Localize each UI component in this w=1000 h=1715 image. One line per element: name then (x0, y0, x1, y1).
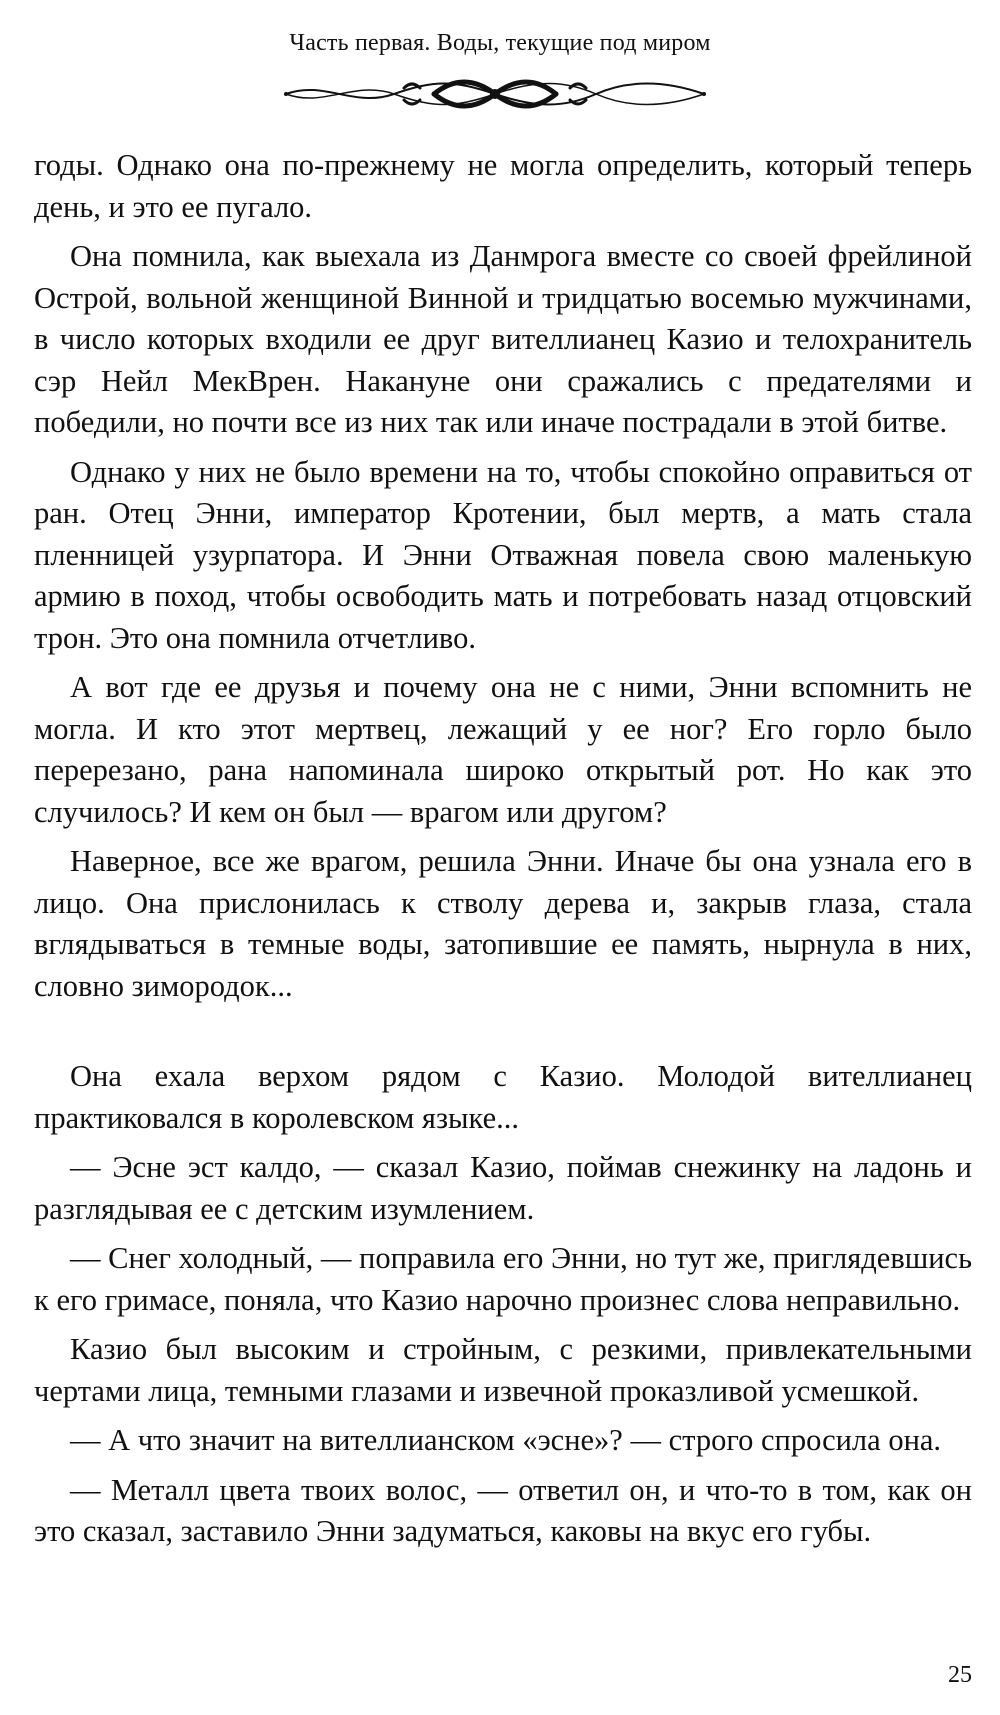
paragraph: Казио был высоким и стройным, с резкими, привлекательными чертами лица, темными глазами и извечной проказливой усмешкой. (34, 1332, 972, 1408)
paragraph: Однако у них не было времени на то, чтобы спокойно оправиться от ран. Отец Энни, император Кротении, был мертв, а мать стала пленницей узурпатора. И Энни Отважная повела свою маленькую армию в поход, чтобы освободить мать и потребовать назад отцовский трон. Это она помнила отчетливо. (34, 454, 972, 655)
vine-ornament-icon (284, 74, 706, 114)
paragraph: — Металл цвета твоих волос, — ответил он, и что-то в том, как он это сказал, заставило Энни задуматься, каковы на вкус его губы. (34, 1472, 972, 1548)
paragraph: Она ехала верхом рядом с Казио. Молодой вителлианец практиковался в королевском языке... (34, 1059, 972, 1135)
paragraph: — Эсне эст калдо, — сказал Казио, поймав снежинку на ладонь и разглядывая ее с детским изумлением. (34, 1150, 972, 1226)
paragraph: — Снег холодный, — поправила его Энни, но тут же, приглядевшись к его гримасе, поняла, что Казио нарочно произнес слова неправильно. (34, 1241, 972, 1317)
paragraph: Наверное, все же врагом, решила Энни. Иначе бы она узнала его в лицо. Она прислонилась к стволу дерева и, закрыв глаза, стала вглядываться в темные воды, затопившие ее память, нырнула в них, словно зимородок... (34, 844, 972, 1003)
page-number: 25 (948, 1662, 972, 1688)
running-head: Часть первая. Воды, текущие под миром (289, 30, 711, 56)
page-body (34, 145, 972, 1561)
paragraph: Она помнила, как выехала из Данмрога вместе со своей фрейлиной Острой, вольной женщиной Винной и тридцатью восемью мужчинами, в число которых входили ее друг вителлианец Казио и телохранитель сэр Нейл МекВрен. Накануне они сражались с предателями и победили, но почти все из них так или иначе пострадали в этой битве. (34, 239, 972, 439)
paragraph: годы. Однако она по-прежнему не могла определить, который теперь день, и это ее пугало. (34, 148, 972, 224)
scene-break (34, 1015, 972, 1056)
paragraph: А вот где ее друзья и почему она не с ними, Энни вспомнить не могла. И кто этот мертвец, лежащий у ее ног? Его горло было перерезано, рана напоминала широко открытый рот. Но как это случилось? И кем он был — врагом или другом? (34, 670, 972, 829)
paragraph: — А что значит на вителлианском «эсне»? — строго спросила она. (70, 1423, 942, 1457)
